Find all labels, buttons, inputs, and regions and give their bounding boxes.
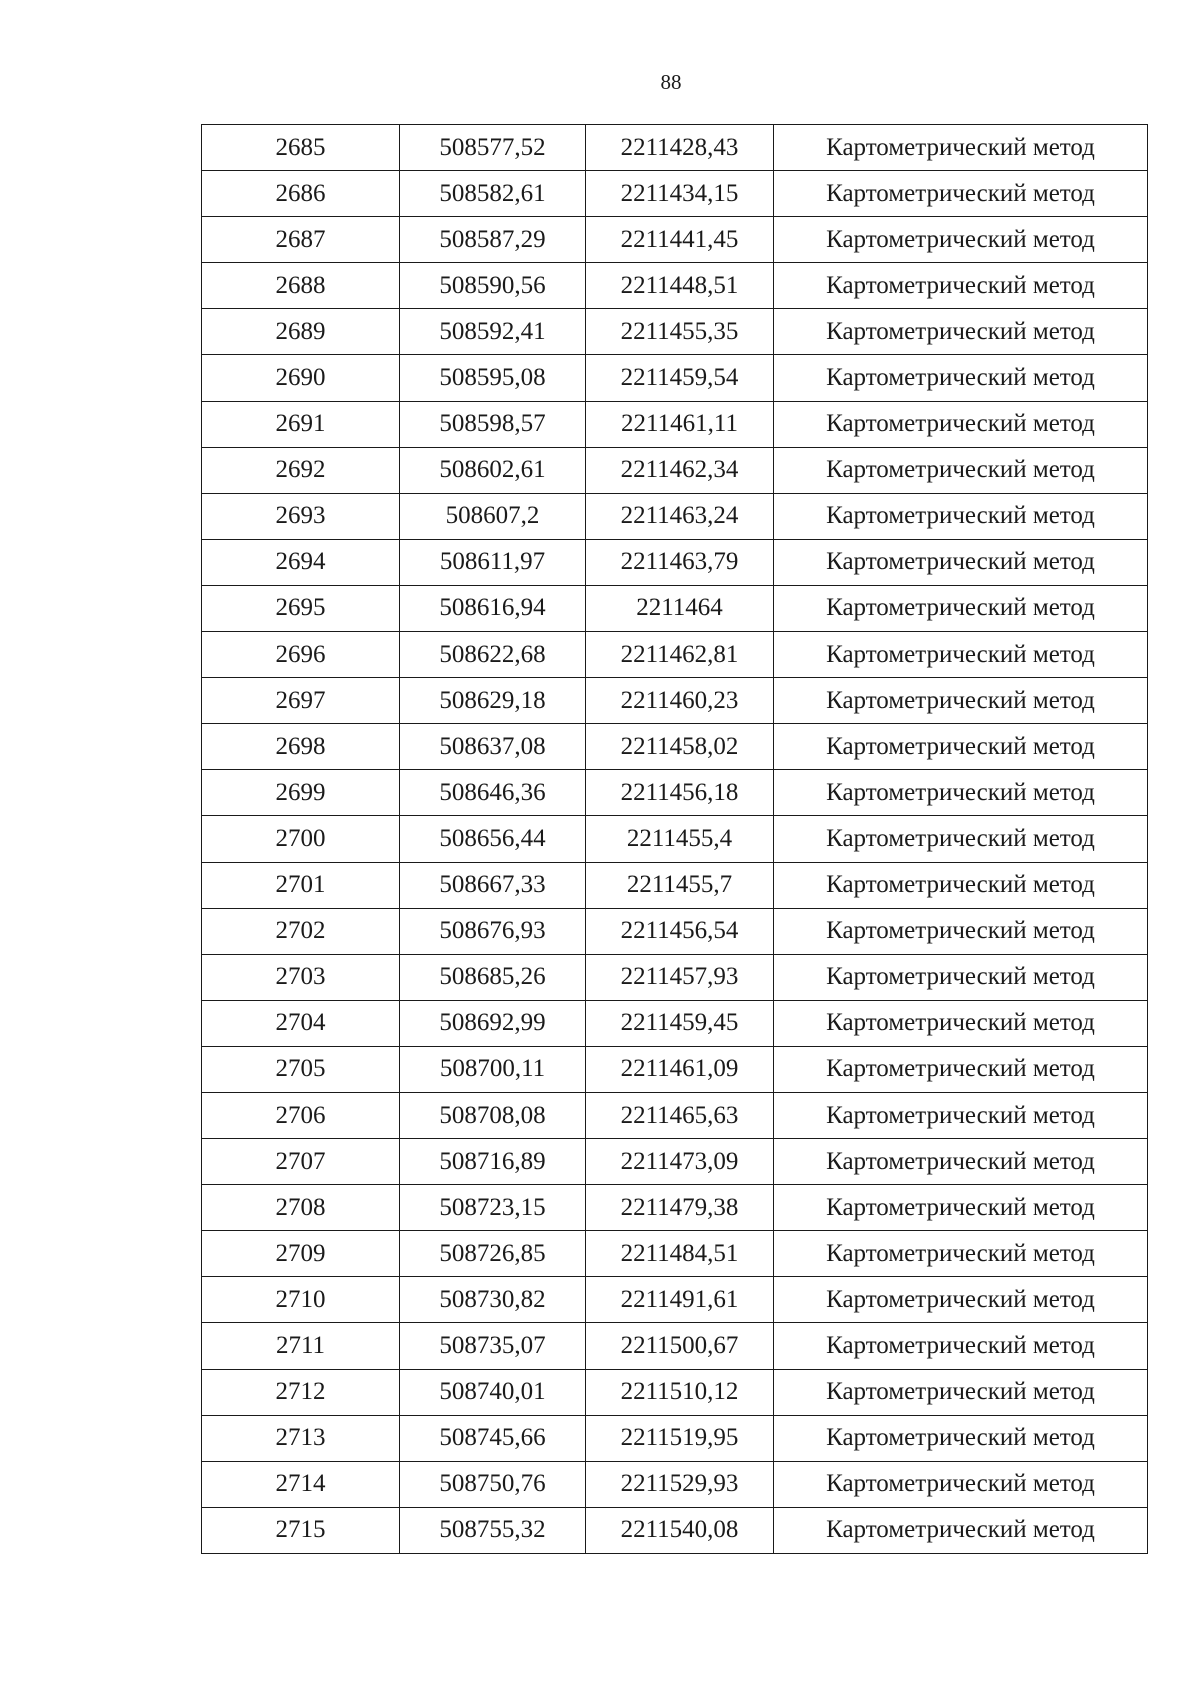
table-row: [202, 1092, 1148, 1138]
point-number-cell: 2707: [202, 1139, 400, 1185]
point-number-cell: 2714: [202, 1461, 400, 1507]
point-number-cell: 2702: [202, 908, 400, 954]
y-coordinate-cell: 2211529,93: [586, 1461, 774, 1507]
y-coordinate-cell: 2211460,23: [586, 678, 774, 724]
x-coordinate-cell: 508692,99: [400, 1000, 586, 1046]
x-coordinate-cell: 508750,76: [400, 1461, 586, 1507]
y-coordinate-cell: 2211463,79: [586, 539, 774, 585]
point-number-cell: 2706: [202, 1092, 400, 1138]
y-coordinate-cell: 2211540,08: [586, 1507, 774, 1553]
table-row: [202, 1369, 1148, 1415]
x-coordinate-cell: 508735,07: [400, 1323, 586, 1369]
method-cell: Картометрический метод: [774, 954, 1148, 1000]
method-cell: Картометрический метод: [774, 401, 1148, 447]
y-coordinate-cell: 2211462,81: [586, 632, 774, 678]
method-cell: Картометрический метод: [774, 539, 1148, 585]
point-number-cell: 2696: [202, 632, 400, 678]
table-row: [202, 493, 1148, 539]
y-coordinate-cell: 2211448,51: [586, 263, 774, 309]
method-cell: Картометрический метод: [774, 263, 1148, 309]
point-number-cell: 2685: [202, 125, 400, 171]
method-cell: Картометрический метод: [774, 1415, 1148, 1461]
table-row: [202, 539, 1148, 585]
x-coordinate-cell: 508622,68: [400, 632, 586, 678]
x-coordinate-cell: 508685,26: [400, 954, 586, 1000]
y-coordinate-cell: 2211461,09: [586, 1046, 774, 1092]
method-cell: Картометрический метод: [774, 1507, 1148, 1553]
x-coordinate-cell: 508676,93: [400, 908, 586, 954]
table-row: [202, 171, 1148, 217]
x-coordinate-cell: 508616,94: [400, 585, 586, 631]
table-row: [202, 862, 1148, 908]
x-coordinate-cell: 508590,56: [400, 263, 586, 309]
x-coordinate-cell: 508646,36: [400, 770, 586, 816]
table-row: [202, 125, 1148, 171]
method-cell: Картометрический метод: [774, 724, 1148, 770]
point-number-cell: 2709: [202, 1231, 400, 1277]
point-number-cell: 2712: [202, 1369, 400, 1415]
x-coordinate-cell: 508602,61: [400, 447, 586, 493]
y-coordinate-cell: 2211457,93: [586, 954, 774, 1000]
table-row: [202, 1000, 1148, 1046]
table-row: [202, 724, 1148, 770]
x-coordinate-cell: 508708,08: [400, 1092, 586, 1138]
method-cell: Картометрический метод: [774, 908, 1148, 954]
table-row: [202, 1231, 1148, 1277]
table-row: [202, 1185, 1148, 1231]
x-coordinate-cell: 508592,41: [400, 309, 586, 355]
y-coordinate-cell: 2211510,12: [586, 1369, 774, 1415]
method-cell: Картометрический метод: [774, 816, 1148, 862]
y-coordinate-cell: 2211464: [586, 585, 774, 631]
method-cell: Картометрический метод: [774, 355, 1148, 401]
y-coordinate-cell: 2211500,67: [586, 1323, 774, 1369]
table-row: [202, 770, 1148, 816]
point-number-cell: 2713: [202, 1415, 400, 1461]
method-cell: Картометрический метод: [774, 1277, 1148, 1323]
x-coordinate-cell: 508656,44: [400, 816, 586, 862]
table-row: [202, 1139, 1148, 1185]
point-number-cell: 2693: [202, 493, 400, 539]
point-number-cell: 2715: [202, 1507, 400, 1553]
x-coordinate-cell: 508730,82: [400, 1277, 586, 1323]
method-cell: Картометрический метод: [774, 1139, 1148, 1185]
y-coordinate-cell: 2211461,11: [586, 401, 774, 447]
table-row: [202, 1461, 1148, 1507]
y-coordinate-cell: 2211463,24: [586, 493, 774, 539]
y-coordinate-cell: 2211456,18: [586, 770, 774, 816]
table-row: [202, 263, 1148, 309]
method-cell: Картометрический метод: [774, 1231, 1148, 1277]
point-number-cell: 2708: [202, 1185, 400, 1231]
y-coordinate-cell: 2211455,7: [586, 862, 774, 908]
point-number-cell: 2689: [202, 309, 400, 355]
table-row: [202, 632, 1148, 678]
table-row: [202, 1507, 1148, 1553]
point-number-cell: 2697: [202, 678, 400, 724]
method-cell: Картометрический метод: [774, 678, 1148, 724]
point-number-cell: 2690: [202, 355, 400, 401]
method-cell: Картометрический метод: [774, 1461, 1148, 1507]
point-number-cell: 2703: [202, 954, 400, 1000]
y-coordinate-cell: 2211491,61: [586, 1277, 774, 1323]
method-cell: Картометрический метод: [774, 770, 1148, 816]
page-number: 88: [660, 70, 682, 94]
point-number-cell: 2710: [202, 1277, 400, 1323]
point-number-cell: 2686: [202, 171, 400, 217]
y-coordinate-cell: 2211484,51: [586, 1231, 774, 1277]
table-row: [202, 908, 1148, 954]
table-row: [202, 1277, 1148, 1323]
table-row: [202, 355, 1148, 401]
method-cell: Картометрический метод: [774, 585, 1148, 631]
x-coordinate-cell: 508755,32: [400, 1507, 586, 1553]
x-coordinate-cell: 508611,97: [400, 539, 586, 585]
table-row: [202, 217, 1148, 263]
x-coordinate-cell: 508745,66: [400, 1415, 586, 1461]
table-row: [202, 401, 1148, 447]
y-coordinate-cell: 2211459,45: [586, 1000, 774, 1046]
method-cell: Картометрический метод: [774, 493, 1148, 539]
table-row: [202, 447, 1148, 493]
y-coordinate-cell: 2211428,43: [586, 125, 774, 171]
point-number-cell: 2694: [202, 539, 400, 585]
point-number-cell: 2701: [202, 862, 400, 908]
point-number-cell: 2691: [202, 401, 400, 447]
table-row: [202, 1415, 1148, 1461]
method-cell: Картометрический метод: [774, 125, 1148, 171]
method-cell: Картометрический метод: [774, 1046, 1148, 1092]
x-coordinate-cell: 508577,52: [400, 125, 586, 171]
table-row: [202, 1323, 1148, 1369]
x-coordinate-cell: 508740,01: [400, 1369, 586, 1415]
coordinates-table: [201, 124, 1148, 1554]
y-coordinate-cell: 2211455,35: [586, 309, 774, 355]
x-coordinate-cell: 508716,89: [400, 1139, 586, 1185]
point-number-cell: 2687: [202, 217, 400, 263]
coordinates-table-body: [202, 125, 1148, 1554]
point-number-cell: 2695: [202, 585, 400, 631]
y-coordinate-cell: 2211434,15: [586, 171, 774, 217]
y-coordinate-cell: 2211455,4: [586, 816, 774, 862]
x-coordinate-cell: 508587,29: [400, 217, 586, 263]
y-coordinate-cell: 2211473,09: [586, 1139, 774, 1185]
point-number-cell: 2692: [202, 447, 400, 493]
point-number-cell: 2711: [202, 1323, 400, 1369]
y-coordinate-cell: 2211456,54: [586, 908, 774, 954]
y-coordinate-cell: 2211465,63: [586, 1092, 774, 1138]
x-coordinate-cell: 508595,08: [400, 355, 586, 401]
point-number-cell: 2699: [202, 770, 400, 816]
x-coordinate-cell: 508667,33: [400, 862, 586, 908]
point-number-cell: 2700: [202, 816, 400, 862]
method-cell: Картометрический метод: [774, 1185, 1148, 1231]
y-coordinate-cell: 2211459,54: [586, 355, 774, 401]
method-cell: Картометрический метод: [774, 1323, 1148, 1369]
method-cell: Картометрический метод: [774, 632, 1148, 678]
point-number-cell: 2704: [202, 1000, 400, 1046]
x-coordinate-cell: 508582,61: [400, 171, 586, 217]
x-coordinate-cell: 508629,18: [400, 678, 586, 724]
table-row: [202, 1046, 1148, 1092]
method-cell: Картометрический метод: [774, 217, 1148, 263]
x-coordinate-cell: 508726,85: [400, 1231, 586, 1277]
y-coordinate-cell: 2211519,95: [586, 1415, 774, 1461]
y-coordinate-cell: 2211458,02: [586, 724, 774, 770]
x-coordinate-cell: 508723,15: [400, 1185, 586, 1231]
table-row: [202, 954, 1148, 1000]
method-cell: Картометрический метод: [774, 862, 1148, 908]
table-row: [202, 678, 1148, 724]
x-coordinate-cell: 508700,11: [400, 1046, 586, 1092]
point-number-cell: 2705: [202, 1046, 400, 1092]
y-coordinate-cell: 2211462,34: [586, 447, 774, 493]
x-coordinate-cell: 508637,08: [400, 724, 586, 770]
point-number-cell: 2688: [202, 263, 400, 309]
x-coordinate-cell: 508607,2: [400, 493, 586, 539]
y-coordinate-cell: 2211479,38: [586, 1185, 774, 1231]
method-cell: Картометрический метод: [774, 1092, 1148, 1138]
method-cell: Картометрический метод: [774, 1369, 1148, 1415]
table-row: [202, 309, 1148, 355]
method-cell: Картометрический метод: [774, 447, 1148, 493]
method-cell: Картометрический метод: [774, 1000, 1148, 1046]
x-coordinate-cell: 508598,57: [400, 401, 586, 447]
point-number-cell: 2698: [202, 724, 400, 770]
table-row: [202, 816, 1148, 862]
method-cell: Картометрический метод: [774, 171, 1148, 217]
table-row: [202, 585, 1148, 631]
method-cell: Картометрический метод: [774, 309, 1148, 355]
y-coordinate-cell: 2211441,45: [586, 217, 774, 263]
